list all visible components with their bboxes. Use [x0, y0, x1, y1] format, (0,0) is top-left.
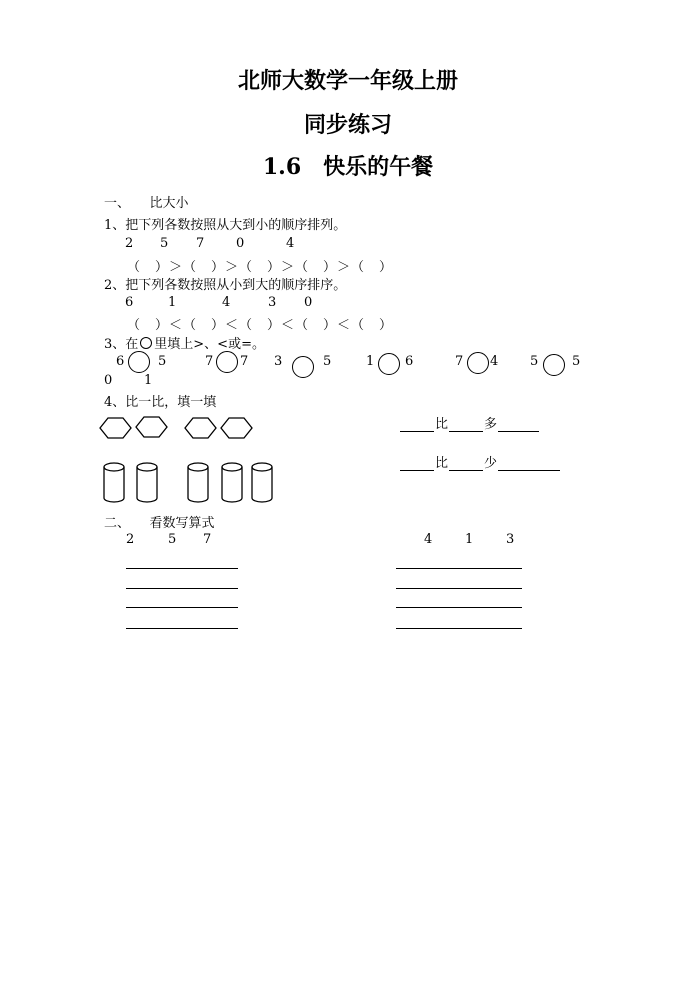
cylinder-icon [222, 463, 242, 502]
q3-left-number: 3 [274, 354, 283, 369]
compare-word: 比 [435, 417, 449, 432]
q3-right-number: 5 [158, 354, 167, 369]
answer-line[interactable] [126, 628, 238, 629]
blank-line[interactable] [400, 431, 434, 432]
q2-number: 0 [304, 295, 313, 310]
group-number: 3 [506, 532, 515, 547]
q3-right-number: 4 [490, 354, 499, 369]
q1-answer-blanks[interactable]: （ ）＞（ ）＞（ ）＞（ ）＞（ ） [127, 260, 394, 275]
q3-right-number: 5 [323, 354, 332, 369]
answer-line[interactable] [396, 568, 522, 569]
q3-left-number: 7 [205, 354, 214, 369]
q1-prompt: 1、把下列各数按照从大到小的顺序排列。 [104, 218, 347, 233]
answer-line[interactable] [126, 588, 238, 589]
hexagon-icon [221, 418, 252, 438]
q3-prompt-before: 3、在 [104, 337, 139, 352]
group-number: 5 [168, 532, 177, 547]
q1-number: 0 [236, 236, 245, 251]
q3-left-number: 1 [366, 354, 375, 369]
q1-number: 5 [160, 236, 169, 251]
q2-number: 4 [222, 295, 231, 310]
hexagon-icon [136, 417, 167, 437]
q1-number: 2 [125, 236, 134, 251]
blank-line[interactable] [498, 431, 539, 432]
group-number: 4 [424, 532, 433, 547]
answer-line[interactable] [396, 607, 522, 608]
blank-line[interactable] [449, 470, 483, 471]
compare-word: 少 [484, 456, 498, 471]
q1-number: 4 [286, 236, 295, 251]
q3-left-number: 7 [455, 354, 464, 369]
page-subtitle: 同步练习 [303, 112, 392, 138]
q3-left-number: 0 [104, 373, 113, 388]
lesson-title: 1.6 快乐的午餐 [262, 154, 434, 180]
q1-number: 7 [196, 236, 205, 251]
hexagon-icon [185, 418, 216, 438]
compare-word: 多 [484, 417, 498, 432]
q3-right-number: 1 [144, 373, 153, 388]
cylinder-icon [252, 463, 272, 502]
q2-answer-blanks[interactable]: （ ）＜（ ）＜（ ）＜（ ）＜（ ） [127, 318, 394, 333]
answer-line[interactable] [126, 607, 238, 608]
cylinder-icon [137, 463, 157, 502]
page-title: 北师大数学一年级上册 [237, 68, 458, 94]
cylinder-icon [104, 463, 124, 502]
answer-line[interactable] [396, 588, 522, 589]
section-2-heading: 二、 看数写算式 [104, 516, 215, 531]
blank-line[interactable] [449, 431, 483, 432]
group-number: 1 [465, 532, 474, 547]
answer-line[interactable] [396, 628, 522, 629]
q3-right-number: 7 [240, 354, 249, 369]
q2-prompt: 2、把下列各数按照从小到大的顺序排序。 [104, 278, 347, 293]
hexagon-icon [100, 418, 131, 438]
q3-prompt-after: 里填上>、<或=。 [154, 337, 265, 352]
blank-line[interactable] [498, 470, 560, 471]
q3-left-number: 6 [116, 354, 125, 369]
q2-number: 1 [168, 295, 177, 310]
section-1-heading: 一、 比大小 [104, 196, 189, 211]
q2-number: 6 [125, 295, 134, 310]
q3-right-number: 6 [405, 354, 414, 369]
compare-word: 比 [435, 456, 449, 471]
cylinder-icon [188, 463, 208, 502]
q2-number: 3 [268, 295, 277, 310]
group-number: 2 [126, 532, 135, 547]
q3-left-number: 5 [530, 354, 539, 369]
group-number: 7 [203, 532, 212, 547]
blank-line[interactable] [400, 470, 434, 471]
answer-line[interactable] [126, 568, 238, 569]
q4-prompt: 4、比一比，填一填 [104, 395, 217, 410]
q3-right-number: 5 [572, 354, 581, 369]
